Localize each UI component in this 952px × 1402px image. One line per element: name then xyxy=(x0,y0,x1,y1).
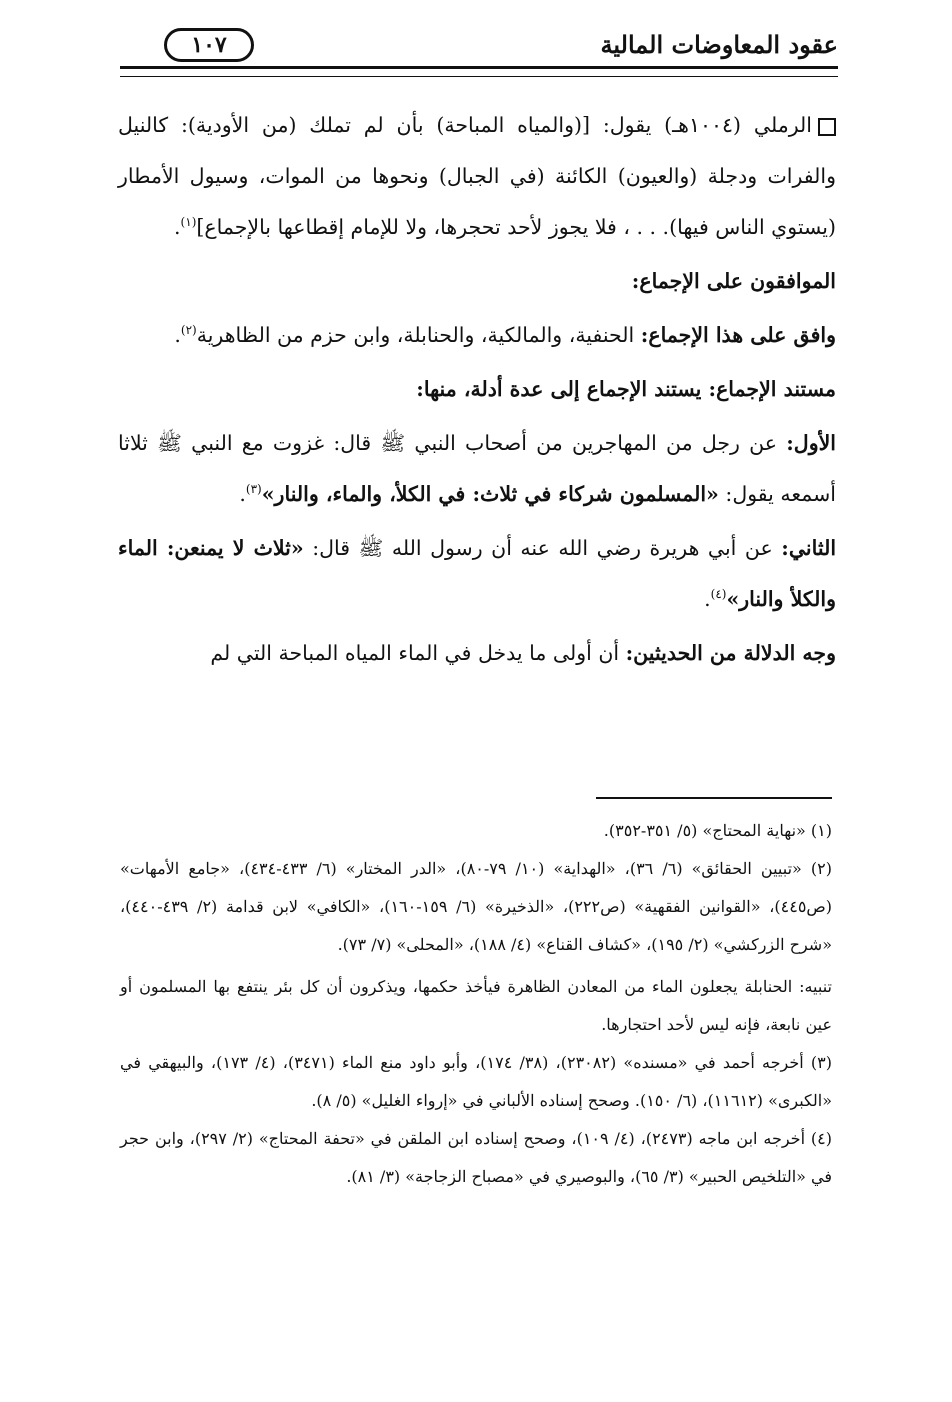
footnotes xyxy=(120,812,832,1196)
footnote-3: (٣) أخرجه أحمد في «مسنده» (٢٣٠٨٢)، (٣٨/ ١٧٤)، وأبو داود منع الماء (٣٤٧١)، (٤/ ١٧٣)، والبيهقي في «الكبرى» (١١٦١٢)، (٦/ ١٥٠). وصحح إسناده الألباني في «إرواء الغليل» (٥/ ٨). xyxy=(120,1053,832,1110)
paragraph-first-evidence xyxy=(118,418,836,520)
heading-agreeing: الموافقون على الإجماع: xyxy=(631,269,836,293)
lead-phrase: الثاني: xyxy=(781,536,837,560)
footnote-separator xyxy=(596,797,832,799)
hadith-quote: «ثلاث لا يمنعن: الماء والكلأ والنار» xyxy=(118,536,836,611)
page-number-badge: ١٠٧ xyxy=(164,28,254,62)
main-text xyxy=(118,100,836,679)
paragraph-text: أن أولى ما يدخل في الماء المياه المباحة التي لم xyxy=(210,641,620,665)
running-title: عقود المعاوضات المالية xyxy=(600,30,838,59)
page-header xyxy=(120,26,838,76)
footnote-1: (١) «نهاية المحتاج» (٥/ ٣٥١-٣٥٢). xyxy=(603,821,832,840)
hadith-quote: «المسلمون شركاء في ثلاث: في الكلأ، والماء، والنار» xyxy=(261,482,719,506)
footnote-ref-4: (٤) xyxy=(710,587,727,602)
lead-phrase: الأول: xyxy=(786,431,836,455)
paragraph-ramli-quote xyxy=(118,100,836,253)
heading-basis: مستند الإجماع: يستند الإجماع إلى عدة أدلة، منها: xyxy=(416,377,836,401)
paragraph-text: الرملي (١٠٠٤هـ) يقول: [(والمياه المباحة) بأن لم تملك (من الأودية): كالنيل والفرات ودجلة (والعيون) الكائنة (في الجبال) ونحوها من الموات، وسيول الأمطار (يستوي الناس فيها). . . ، فلا يجوز لأحد تحجرها، ولا للإمام إقطاعها بالإجماع] xyxy=(118,113,836,239)
header-rule xyxy=(120,66,838,77)
footnote-ref-1: (١) xyxy=(180,215,197,230)
paragraph-text: الحنفية، والمالكية، والحنابلة، وابن حزم من الظاهرية xyxy=(196,323,635,347)
footnote-4: (٤) أخرجه ابن ماجه (٢٤٧٣)، (٤/ ١٠٩)، وصحح إسناده ابن الملقن في «تحفة المحتاج» (٢/ ٢٩٧)، وابن حجر في «التلخيص الحبير» (٣/ ٦٥)، والبوصيري في «مصباح الزجاجة» (٣/ ٨١). xyxy=(120,1129,833,1186)
punctuation: . xyxy=(704,587,711,611)
footnote-ref-3: (٣) xyxy=(245,482,262,497)
punctuation: . xyxy=(174,215,181,239)
punctuation: . xyxy=(174,323,181,347)
paragraph-text: عن رجل من المهاجرين من أصحاب النبي ﷺ قال: غزوت مع النبي ﷺ ثلاثا أسمعه يقول: xyxy=(118,431,836,506)
footnote-2: (٢) «تبيين الحقائق» (٦/ ٣٦)، «الهداية» (١٠/ ٧٩-٨٠)، «الدر المختار» (٦/ ٤٣٣-٤٣٤)، «جامع الأمهات» (ص٤٤٥)، «القوانين الفقهية» (ص٢٢٢)، «الذخيرة» (٦/ ١٥٩-١٦٠)، «الكافي» لابن قدامة (٢/ ٤٣٩-٤٤٠)، «شرح الزركشي» (٢/ ١٩٥)، «كشاف القناع» (٤/ ١٨٨)، «المحلى» (٧/ ٧٣). xyxy=(120,859,832,954)
checkbox-icon xyxy=(818,118,836,136)
paragraph-indication xyxy=(118,628,836,679)
punctuation: . xyxy=(239,482,246,506)
paragraph-second-evidence xyxy=(118,523,836,625)
footnote-note: تنبيه: الحنابلة يجعلون الماء من المعادن الظاهرة فيأخذ حكمها، ويذكرون أن كل بئر ينتفع بها المسلمون أو عين نابعة، فإنه ليس لأحد احتجارها. xyxy=(120,977,832,1034)
paragraph-agreeing xyxy=(118,310,836,361)
paragraph-text: عن أبي هريرة رضي الله عنه أن رسول الله ﷺ قال: xyxy=(312,536,773,560)
footnote-ref-2: (٢) xyxy=(180,323,197,338)
lead-phrase: وافق على هذا الإجماع: xyxy=(640,323,836,347)
lead-phrase: وجه الدلالة من الحديثين: xyxy=(625,641,836,665)
